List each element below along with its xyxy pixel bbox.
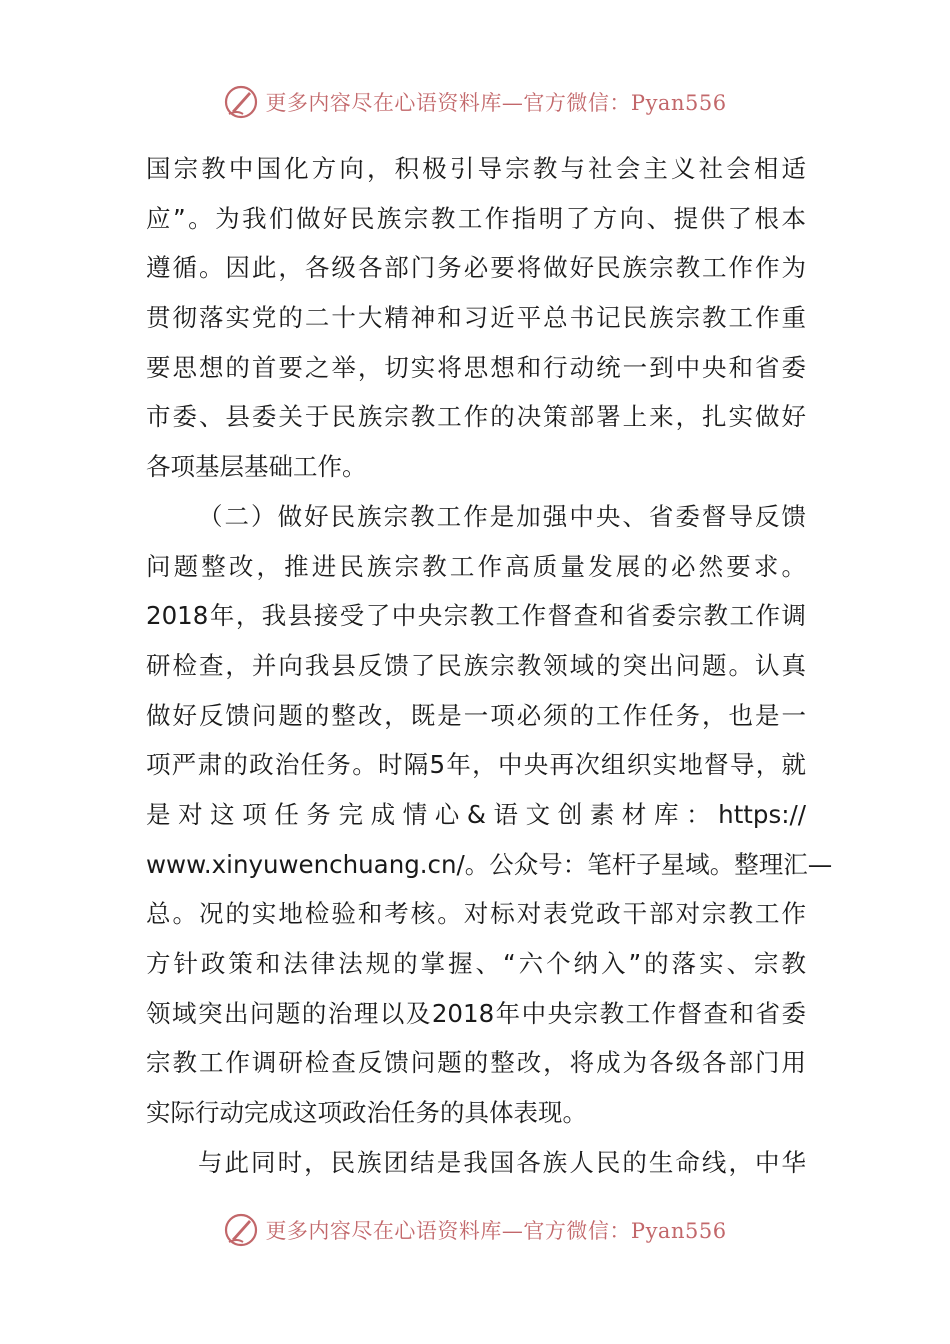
text-line: 领域突出问题的治理以及2018年中央宗教工作督查和省委 (146, 998, 806, 1028)
header-banner-text: 更多内容尽在心语资料库—官方微信：Pyan556 (265, 91, 727, 115)
text-line: 要思想的首要之举，切实将思想和行动统一到中央和省委 (146, 352, 806, 382)
quill-logo-icon (223, 84, 259, 120)
text-line: 与此同时，民族团结是我国各族人民的生命线，中华 (198, 1147, 806, 1177)
header-banner (0, 80, 950, 124)
text-line: 各项基层基础工作。 (146, 452, 367, 482)
text-line: 项严肃的政治任务。时隔5年，中央再次组织实地督导，就 (146, 750, 806, 780)
text-line: 应”。为我们做好民族宗教工作指明了方向、提供了根本 (146, 203, 806, 233)
text-line: 贯彻落实党的二十大精神和习近平总书记民族宗教工作重 (146, 303, 806, 333)
text-line: 做好反馈问题的整改，既是一项必须的工作任务，也是一 (146, 700, 806, 730)
body-text (146, 144, 833, 1187)
footer-banner-text: 更多内容尽在心语资料库—官方微信：Pyan556 (265, 1219, 727, 1243)
text-line: 实际行动完成这项政治任务的具体表现。 (146, 1098, 587, 1128)
text-line: www.xinyuwenchuang.cn/。公众号：笔杆子星域。整理汇— (146, 849, 833, 879)
text-line: 国宗教中国化方向，积极引导宗教与社会主义社会相适 (146, 154, 806, 183)
quill-logo-icon (223, 1212, 259, 1248)
text-line: 总。况的实地检验和考核。对标对表党政干部对宗教工作 (146, 899, 806, 929)
text-line: 是对这项任务完成情心&语文创素材库：https:// (146, 799, 806, 829)
text-line: 研检查，并向我县反馈了民族宗教领域的突出问题。认真 (146, 650, 806, 680)
section-heading-line: （二）做好民族宗教工作是加强中央、省委督导反馈 (198, 501, 806, 531)
text-line: 遵循。因此，各级各部门务必要将做好民族宗教工作作为 (146, 253, 806, 283)
footer-banner (0, 1208, 950, 1252)
text-line: 宗教工作调研检查反馈问题的整改，将成为各级各部门用 (146, 1048, 806, 1078)
text-line: 问题整改，推进民族宗教工作高质量发展的必然要求。 (146, 551, 806, 581)
text-line: 市委、县委关于民族宗教工作的决策部署上来，扎实做好 (146, 402, 806, 432)
text-line: 2018年，我县接受了中央宗教工作督查和省委宗教工作调 (146, 601, 806, 631)
text-line: 方针政策和法律法规的掌握、“六个纳入”的落实、宗教 (146, 949, 806, 978)
